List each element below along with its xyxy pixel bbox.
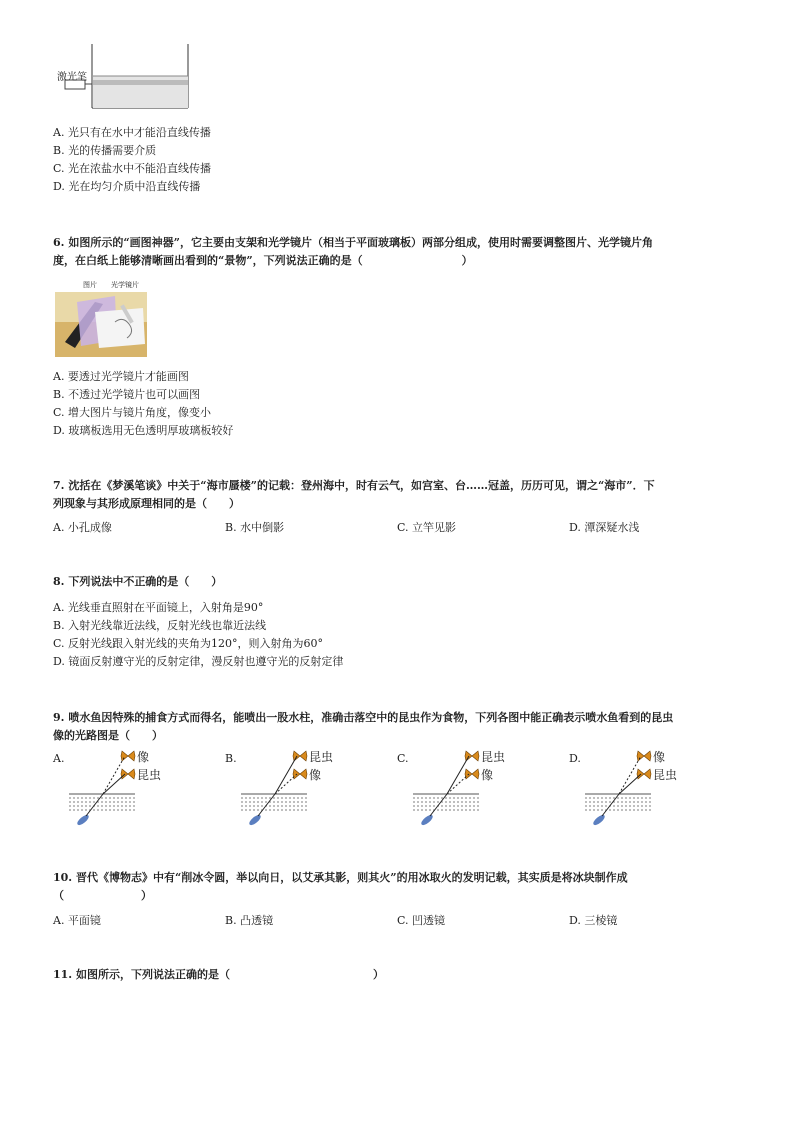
q9-figure-letter: D.	[569, 752, 581, 765]
q9-light-path-diagram	[569, 744, 719, 834]
q9-top-label: 昆虫	[309, 750, 334, 764]
q6-option-a: A. 要透过光学镜片才能画图	[53, 370, 189, 383]
butterfly-bottom-icon	[465, 769, 479, 779]
q9-figure-letter: A.	[53, 752, 65, 765]
q6-option-b: B. 不透过光学镜片也可以画图	[53, 388, 201, 401]
q9-light-path-diagram	[225, 744, 375, 834]
drawing-tool-image	[55, 282, 147, 357]
q8-option-b: B. 入射光线靠近法线，反射光线也靠近法线	[53, 619, 267, 632]
q5-option-a: A. 光只有在水中才能沿直线传播	[53, 126, 211, 139]
q9-figure-letter: B.	[225, 752, 237, 765]
q9-bottom-label: 昆虫	[653, 768, 678, 782]
q6-stem-line1: 6. 如图所示的“画图神器”，它主要由支架和光学镜片（相当于平面玻璃板）两部分组成，使用时需要调整图片、光学镜片角	[53, 236, 653, 249]
q11-stem: 11. 如图所示，下列说法正确的是（ ）	[53, 968, 384, 981]
q7-option-c: C. 立竿见影	[397, 521, 457, 534]
q8-option-c: C. 反射光线跟入射光线的夹角为120°，则入射角为60°	[53, 637, 324, 650]
q9-light-path-diagram	[397, 744, 547, 834]
butterfly-bottom-icon	[637, 769, 651, 779]
q9-stem-line2: 像的光路图是（ ）	[53, 729, 163, 742]
q5-option-c: C. 光在浓盐水中不能沿直线传播	[53, 162, 212, 175]
q10-option-c: C. 凹透镜	[397, 914, 446, 927]
q7-stem-line2: 列现象与其形成原理相同的是（ ）	[53, 497, 240, 510]
laser-container-figure	[55, 42, 195, 112]
q9-bottom-label: 像	[481, 768, 494, 782]
butterfly-top-icon	[637, 751, 651, 761]
fish-icon	[248, 813, 263, 827]
q10-stem-line2: （ ）	[53, 889, 152, 902]
q8-stem: 8. 下列说法中不正确的是（ ）	[53, 575, 223, 588]
q10-option-b: B. 凸透镜	[225, 914, 274, 927]
butterfly-bottom-icon	[293, 769, 307, 779]
q8-option-d: D. 镜面反射遵守光的反射定律，漫反射也遵守光的反射定律	[53, 655, 344, 668]
butterfly-top-icon	[121, 751, 135, 761]
q6-option-d: D. 玻璃板选用无色透明厚玻璃板较好	[53, 424, 234, 437]
q9-figure-letter: C.	[397, 752, 409, 765]
q9-top-label: 像	[137, 750, 150, 764]
q6-stem-line2: 度，在白纸上能够清晰画出看到的“景物”，下列说法正确的是（ ）	[53, 254, 473, 267]
ray-in-air	[103, 774, 125, 794]
q5-option-b: B. 光的传播需要介质	[53, 144, 157, 157]
fish-icon	[76, 813, 91, 827]
q10-option-d: D. 三棱镜	[569, 914, 618, 927]
q7-option-b: B. 水中倒影	[225, 521, 285, 534]
fish-icon	[420, 813, 435, 827]
q9-bottom-label: 像	[309, 768, 322, 782]
fish-icon	[592, 813, 607, 827]
photo-label-lens: 光学镜片	[111, 281, 139, 289]
butterfly-bottom-icon	[121, 769, 135, 779]
q6-option-c: C. 增大图片与镜片角度，像变小	[53, 406, 212, 419]
ray-in-air	[619, 774, 641, 794]
q9-top-label: 像	[653, 750, 666, 764]
virtual-ray	[275, 774, 297, 794]
q8-option-a: A. 光线垂直照射在平面镜上，入射角是90°	[53, 601, 264, 614]
ray-in-water	[430, 794, 447, 816]
q7-stem-line1: 7. 沈括在《梦溪笔谈》中关于“海市蜃楼”的记载：登州海中，时有云气，如宫室、台……冠盖，历历可见，谓之“海市”．下	[53, 479, 655, 492]
q9-figure-d	[569, 744, 719, 834]
q10-option-a: A. 平面镜	[53, 914, 101, 927]
ray-in-water	[602, 794, 619, 816]
q9-light-path-diagram	[53, 744, 203, 834]
photo-label-picture: 图片	[83, 281, 97, 289]
q9-top-label: 昆虫	[481, 750, 506, 764]
q5-option-d: D. 光在均匀介质中沿直线传播	[53, 180, 201, 193]
ray-in-water	[86, 794, 103, 816]
ray-in-water	[258, 794, 275, 816]
virtual-ray	[447, 774, 469, 794]
q9-figure-c	[397, 744, 547, 834]
q7-option-d: D. 潭深疑水浅	[569, 521, 640, 534]
q9-stem-line1: 9. 喷水鱼因特殊的捕食方式而得名，能喷出一股水柱，准确击落空中的昆虫作为食物，下列各图中能正确表示喷水鱼看到的昆虫	[53, 711, 674, 724]
q7-option-a: A. 小孔成像	[53, 521, 112, 534]
q10-stem-line1: 10. 晋代《博物志》中有“削冰令圆，举以向日，以艾承其影，则其火”的用冰取火的发明记载，其实质是将冰块制作成	[53, 871, 628, 884]
drawing-tool-photo	[55, 282, 147, 357]
laser-pen-label: 激光笔	[57, 72, 87, 83]
q9-figure-a	[53, 744, 203, 834]
q9-figure-b	[225, 744, 375, 834]
q9-bottom-label: 昆虫	[137, 768, 162, 782]
